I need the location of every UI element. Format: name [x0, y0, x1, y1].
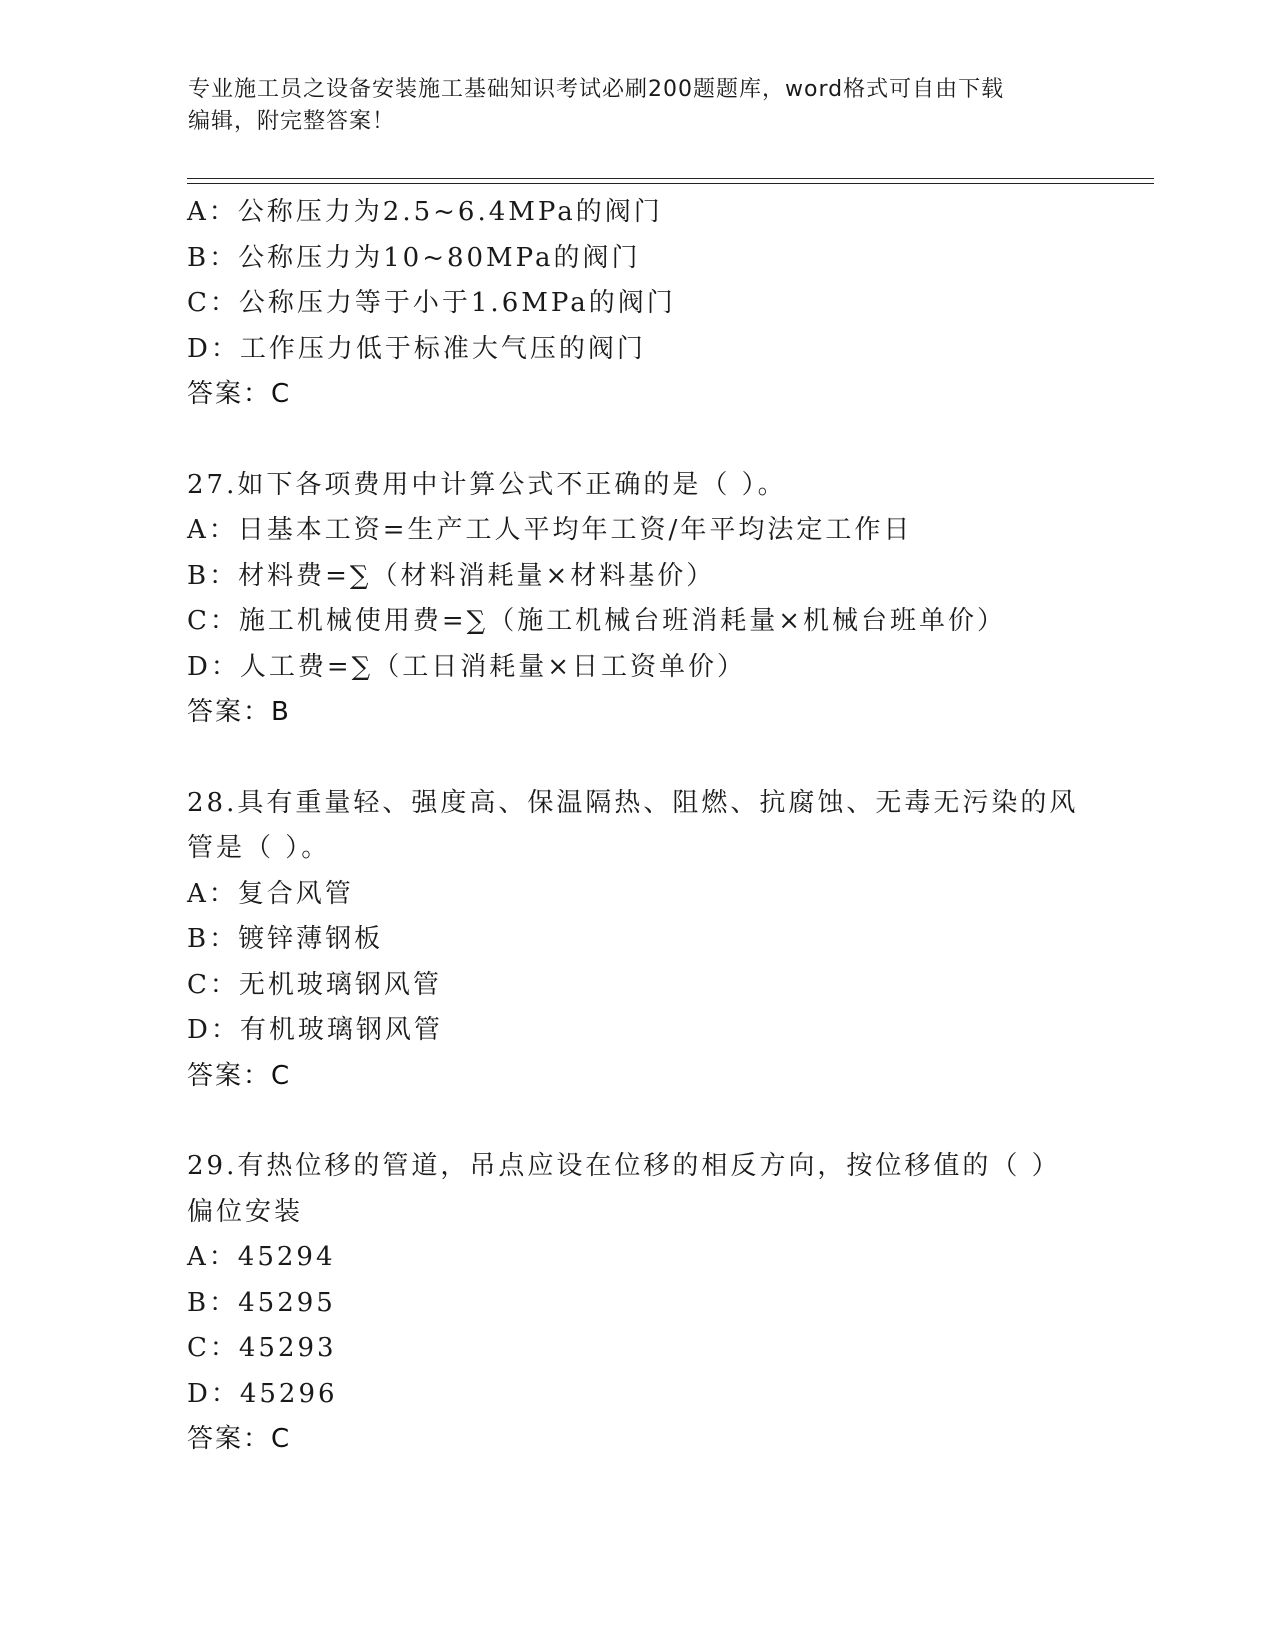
- q27-option-b: B：材料费=∑（材料消耗量×材料基价）: [187, 560, 716, 591]
- question-27-block: [187, 463, 1087, 736]
- question-list: [187, 190, 1087, 1463]
- q29-option-a: A：45294: [187, 1242, 336, 1272]
- q28-question-line1: 28.具有重量轻、强度高、保温隔热、阻燃、抗腐蚀、无毒无污染的风: [187, 787, 1079, 818]
- q27-option-c: C：施工机械使用费=∑（施工机械台班消耗量×机械台班单价）: [187, 606, 1007, 636]
- q28-answer: 答案：C: [187, 1060, 292, 1091]
- q27-option-a: A：日基本工资=生产工人平均年工资/年平均法定工作日: [187, 515, 913, 545]
- q28-question-line2: 管是（ ）。: [187, 833, 331, 863]
- header-title-line1: 专业施工员之设备安装施工基础知识考试必刷200题题库，word格式可自由下载: [188, 77, 1005, 102]
- q26-option-c: C：公称压力等于小于1.6MPa的阀门: [187, 288, 676, 318]
- q27-question: 27.如下各项费用中计算公式不正确的是（ ）。: [187, 469, 787, 500]
- q29-option-c: C：45293: [187, 1333, 337, 1363]
- header-divider-top: [187, 178, 1154, 179]
- q26-option-b: B：公称压力为10~80MPa的阀门: [187, 242, 641, 273]
- spacer: [187, 1099, 1087, 1144]
- question-26-block: [187, 190, 1087, 418]
- document-header: [188, 74, 1068, 138]
- q28-option-d: D：有机玻璃钢风管: [187, 1015, 443, 1045]
- question-29-block: [187, 1144, 1087, 1463]
- q26-option-d: D：工作压力低于标准大气压的阀门: [187, 333, 646, 364]
- q28-option-c: C：无机玻璃钢风管: [187, 969, 442, 1000]
- q28-option-a: A：复合风管: [187, 878, 354, 909]
- spacer: [187, 736, 1087, 781]
- q29-option-d: D：45296: [187, 1378, 338, 1409]
- q29-option-b: B：45295: [187, 1287, 336, 1318]
- q27-option-d: D：人工费=∑（工日消耗量×日工资单价）: [187, 651, 746, 682]
- q29-answer: 答案：C: [187, 1424, 292, 1454]
- question-28-block: [187, 781, 1087, 1100]
- q28-option-b: B：镀锌薄钢板: [187, 924, 384, 954]
- header-title-line2: 编辑，附完整答案！: [188, 109, 396, 134]
- header-divider-bottom: [187, 183, 1154, 184]
- q29-question-line2: 偏位安装: [187, 1196, 304, 1227]
- q26-answer: 答案：C: [187, 379, 292, 409]
- spacer: [187, 418, 1087, 463]
- q27-answer: 答案：B: [187, 697, 291, 727]
- q29-question-line1: 29.有热位移的管道，吊点应设在位移的相反方向，按位移值的（ ）: [187, 1151, 1061, 1181]
- q26-option-a: A：公称压力为2.5~6.4MPa的阀门: [187, 197, 663, 227]
